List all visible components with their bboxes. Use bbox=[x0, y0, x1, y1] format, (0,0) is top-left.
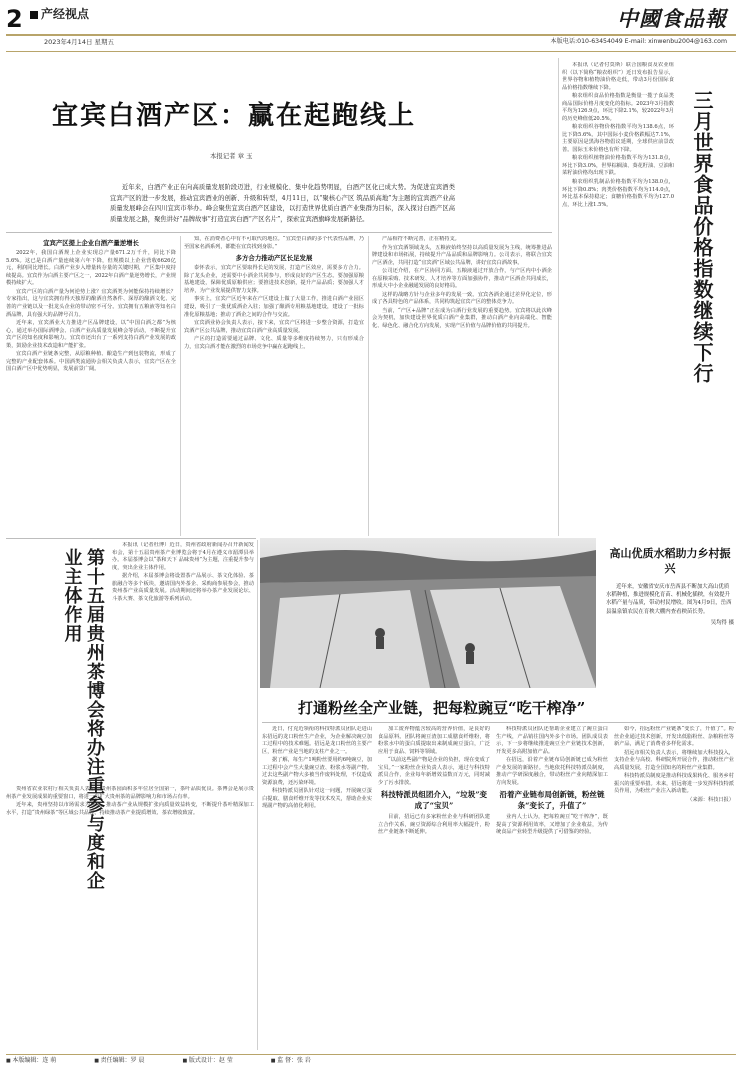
tea-story-text-top bbox=[112, 542, 254, 782]
pea-headline: 打通粉丝全产业链，把每粒豌豆“吃干榨净” bbox=[298, 699, 586, 717]
tea-story-title: 第十五届贵州茶博会将办注重参与度和企业主体作用 bbox=[61, 548, 105, 890]
photo-caption-title: 高山优质水稻助力乡村振兴 bbox=[609, 547, 731, 575]
footer-designer: ■ 版式设计：赵 莹 bbox=[183, 1057, 233, 1066]
paragraph: 如今，招远粉丝产业链条“变长了，升值了”。粉丝企业通过技术创新，开发出低脂粉丝、杂粮粉丝等新产品，满足了消费者多样化需求。 bbox=[614, 726, 734, 748]
paragraph: 近日，付克近领衔的科技特派员团队走进山东招远的龙口粉丝生产企业，为企业解决豌豆加工过程中的技术难题。招远是龙口粉丝的主要产区，粉丝产业是当地的支柱产业之一。 bbox=[262, 726, 372, 755]
paragraph: 产区的打造需要通过品牌、文化、质量等多维度持续努力，只有形成合力，宜宾白酒才能在激烈的市场竞争中赢在起跑线上。 bbox=[184, 336, 364, 350]
paragraph: 目前，招远已有多家粉丝企业与科研团队建立合作关系，豌豆资源综合利用率大幅提升，粉丝产业链条不断延伸。 bbox=[378, 814, 490, 836]
lead-lede: 近年来，白酒产业正在向高质量发展阶段迈进，行业规模化、集中化趋势明显，白酒产区化已成大势。为促进宜宾酒类宜宾产区的进一步发展，推动宜宾酒业的创新、升级和转型，4月11日，以“聚核心产区 筑品质高地”为主题的宜宾酒产业高质量发展峰会在四川宜宾市举办。峰会聚焦宜宾白酒产区建设，以打造世界优质白酒产业集群为目标，深入探讨白酒产区高质量发展之路，聚焦讲好“品牌故事”打造宜宾白酒“产区名片”，探索宜宾酒旗峰发展新路径。 bbox=[110, 184, 455, 224]
paragraph: 这样的战略方针与企业多年的发展一致。宜宾各酒企通过差异化定位，形成了各具特色的产品体系，共同构筑起宜宾产区的整体竞争力。 bbox=[372, 291, 552, 306]
footer-editor: ■ 本版编辑：连 萌 bbox=[6, 1057, 56, 1066]
paragraph: 加工废弃物蕴含较高的营养价值，是良好的食品原料。团队将豌豆渣加工成膳食纤维粉，将粉浆水中的蛋白质提取出来制成豌豆蛋白，广泛应用于食品、饲料等领域。 bbox=[378, 726, 490, 755]
paragraph: 据介绍，本届茶博会将设置茶产品展示、茶文化体验、茶旅融合等多个板块，邀请国内外茶企、采购商参展参会，推动贵州茶产业高质量发展。活动期间还将举办茶产业发展论坛、斗茶大赛、茶文化旅游等系列活动。 bbox=[112, 573, 254, 602]
lead-column-2 bbox=[184, 236, 364, 536]
pea-subhead-1: 科技特派员组团介入，“垃圾”变成了“宝贝” bbox=[380, 790, 488, 811]
paragraph: 粮农组织谷物价格指数平均为138.6点，环比下降5.6%。其中国际小麦价格跌幅达7.1%，主要原因是黑海谷物倡议延期，全球供应前景改善。国际玉米价格也有所下降。 bbox=[562, 124, 674, 153]
paragraph: 宜宾酒业协会负责人表示，接下来，宜宾产区将进一步整合资源，打造宜宾酒产区公共品牌，推动宜宾白酒产业高质量发展。 bbox=[184, 320, 364, 334]
paragraph: 粮农组织乳制品价格指数平均为138.0点，环比下降0.8%；肉类价格指数平均为114.0点，环比基本保持稳定；食糖价格指数平均为127.0点，环比上涨1.5%。 bbox=[562, 178, 674, 208]
paragraph: 泰怀表示，宜宾产区要取得长足的发展，打造产区效应，需要多方合力。除了龙头企业，还需要中小酒企共同参与，形成良好的产区生态。要加强原粮基地建设，保障优质原粮供应；要推进技术创新，提升产品品质；要加强人才培养，为产业发展提供智力支撑。 bbox=[184, 265, 364, 294]
section-name: 产经视点 bbox=[30, 6, 89, 23]
column-rule bbox=[368, 236, 369, 536]
page-footer bbox=[6, 1054, 736, 1066]
masthead-rule bbox=[6, 34, 736, 36]
paragraph: （来源：科技日报） bbox=[687, 796, 734, 803]
paragraph: 2022年，我国白酒规上企业实现总产量671.2万千升，同比下降5.6%。这已是白酒产量连续第六年下降，但规模以上企业营收6626亿元，利润同比增长。白酒产业步入增量转存量的关键时期，产区集中度持续提高。宜宾作为白酒主要产区之一，2022年白酒产量逆势增长，产业规模持续扩大。 bbox=[6, 250, 176, 287]
pea-subhead-2: 沿着产业链布局创新链，粉丝链条“变长了，升值了” bbox=[499, 790, 605, 811]
pea-column-4 bbox=[614, 726, 734, 1050]
column-rule bbox=[180, 236, 181, 536]
paragraph: 宜宾白酒产业链条完整，从原粮种植、酿造生产到包装物流，形成了完整的产业配套体系。中国酒类流通协会相关负责人表示，宜宾产区在全国白酒产区中优势明显，发展前景广阔。 bbox=[6, 351, 176, 373]
paragraph: 宜宾产区的白酒产量为何逆势上涨？宜宾酒类为何能保持持续增长？专家指出，这与宜宾拥有得天独厚的酿酒自然条件、深厚的酿酒文化、完善的产业链以及一批龙头企业的带动密不可分。宜宾拥有五粮液等知名白酒品牌，具有强大的品牌号召力。 bbox=[6, 288, 176, 318]
photo-caption bbox=[606, 547, 734, 628]
lead-byline: 本报记者 章 玉 bbox=[210, 152, 253, 160]
paragraph: 据了解，每生产1吨粉丝要用约6吨豌豆，加工过程中会产生大量豌豆渣、粉浆水等副产物。过去这些副产物大多被当作废料处理，不仅造成资源浪费，还污染环境。 bbox=[262, 757, 372, 786]
lede-divider bbox=[6, 232, 552, 233]
side-story-title: 三月世界食品价格指数继续下行 bbox=[690, 90, 714, 384]
paragraph: 作为宜宾酒领域龙头，五粮液始终坚持以高质量发展为主线，统筹推进品牌建设和市场拓展，持续提升产品品质和品牌影响力。公司表示，将联合宜宾产区酒企，共同打造“宜宾酒”区域公共品牌，讲好宜宾白酒故事。 bbox=[372, 244, 552, 266]
section-divider bbox=[6, 538, 256, 539]
paragraph: 近年来，贵州坚持以市场需求为导向，推动茶产业从规模扩张向质量效益转变，不断提升茶叶精深加工水平，打造“贵州绿茶”等区域公共品牌，持续推动茶产业提质增效、茶农增收致富。 bbox=[6, 802, 254, 816]
paragraph: 科技特派员团队针对这一问题，开展豌豆蛋白提取、膳食纤维开发等技术攻关，帮助企业实现副产物的高值化利用。 bbox=[262, 788, 372, 810]
rice-field-photo bbox=[260, 538, 596, 688]
paragraph: 粮农组织食品价格指数是衡量一揽子食品类商品国际价格月度变化的指标。2023年3月指数平均为126.9点，环比下降2.1%，较2022年3月的历史峰值低20.5%。 bbox=[562, 93, 674, 122]
lead-subhead-1: 宜宾产区提上企业白酒产量逆增长 bbox=[43, 239, 139, 247]
masthead-bottom-rule bbox=[6, 51, 736, 52]
paragraph: 业内人士认为，把每粒豌豆“吃干榨净”，既提高了资源利用效率，又增加了企业收益，为传统食品产业转型升级提供了可借鉴的经验。 bbox=[496, 814, 608, 836]
paragraph: 粮农组织植物油价格指数平均为131.8点，环比下降3.0%，世界棕榈油、葵花籽油、豆油和菜籽油价格均出现下跌。 bbox=[562, 155, 674, 177]
photo-credit: 吴均得 摄 bbox=[710, 620, 734, 627]
paragraph: 本报讯（记者付莫斯）联合国粮食及农业组织（以下简称“粮农组织”）近日发布报告显示，世界谷物和植物油价格走低，带动3月份国际食品价格指数继续下降。 bbox=[562, 62, 674, 91]
paragraph: 贵州省农业农村厅相关负责人表示，贵州茶园面积多年位居全国第一，茶叶品质优良。茶博会是展示贵州茶产业发展成果的重要窗口，将进一步扩大贵州茶的品牌影响力和市场占有率。 bbox=[6, 786, 254, 800]
column-rule bbox=[257, 540, 258, 1050]
footer-reviewer: ■ 责任编辑：罗 晨 bbox=[94, 1057, 144, 1066]
side-story-text bbox=[562, 62, 674, 534]
paragraph: 当前，“产区+品牌”正在成为白酒行业发展的重要趋势。宜宾将以此次峰会为契机，加快建设世界优质白酒产业集群，推动白酒产业向高端化、智能化、绿色化、融合化方向发展，实现产区价值与品牌价值的共同提升。 bbox=[372, 307, 552, 329]
newspaper-logo: 中國食品報 bbox=[617, 6, 727, 31]
footer-proof: ■ 监 督：张 岩 bbox=[271, 1057, 311, 1066]
lead-column-3 bbox=[372, 236, 552, 536]
paragraph: 科技特派员团队还帮助企业建立了豌豆蛋白生产线，产品销往国内外多个市场。团队成员表示，下一步将继续推进豌豆全产业链技术创新，开发更多高附加值产品。 bbox=[496, 726, 608, 755]
paragraph: 在招远，沿着产业链布局创新链已成为粉丝产业发展的新路径。当地依托科技特派员制度，推动产学研深度融合，带动粉丝产业向精深加工方向发展。 bbox=[496, 757, 608, 786]
page-number: 2 bbox=[6, 5, 23, 33]
paragraph: 产品相符不断完善，正在精持支。 bbox=[382, 236, 460, 242]
paragraph: “以前这些副产物是企业的负担，现在变成了宝贝。”一家粉丝企业负责人表示，通过与科技特派员合作，企业每年新增效益数百万元，同时减少了污水排放。 bbox=[378, 757, 490, 786]
pea-column-3 bbox=[496, 726, 608, 1050]
contact-line: 本版电话:010-63454049 E-mail: xinwenbu2004@163.com bbox=[550, 38, 727, 45]
paragraph: 招远市相关负责人表示，将继续加大科技投入，支持企业与高校、科研院所开展合作，推动粉丝产业高质量发展，打造全国知名的粉丝产业集群。 bbox=[614, 749, 734, 771]
paragraph: 事实上，宜宾产区近年来在产区建设上做了大量工作，推进白酒产业园区建设，吸引了一批优质酒企入驻；加强了酿酒专用粮基地建设，建设了一批标准化原粮基地；推动了酒企之间的合作与交流。 bbox=[184, 296, 364, 318]
lead-column-1 bbox=[6, 236, 176, 538]
pea-headline-rule bbox=[262, 722, 736, 723]
pea-column-2 bbox=[378, 726, 490, 1050]
paragraph: 科技特派员制度是推动科技成果转化、服务乡村振兴的重要举措。未来，招远将进一步发挥科技特派员作用，为粉丝产业注入新动能。 bbox=[614, 773, 734, 795]
pea-column-1 bbox=[262, 726, 372, 1050]
paragraph: 知，在消费者心中有不可取代的地位。“宜宾型白酒的多个代表性品牌，乃至国家名酒系列，都能在宜宾找到身影。” bbox=[184, 236, 364, 250]
paragraph: 公司还介绍，在产区协同方面，五粮液通过开放合作，与产区内中小酒企在原粮采购、技术研发、人才培养等方面加强协作，推动产区酒企共同成长，形成大中小企业融通发展的良好格局。 bbox=[372, 268, 552, 290]
issue-date: 2023年4月14日 星期五 bbox=[44, 38, 115, 46]
paragraph: 本报讯（记者杜博）近日，贵州省政府新闻办召开新闻发布会，第十五届贵州茶产业博览会将于4月在遵义市湄潭县举办。本届茶博会以“茶和天下 品味贵州”为主题，注重提升参与度，突出企业主体作用。 bbox=[112, 542, 254, 571]
paragraph: 近年来，宜宾酒业大力推进产区品牌建设，以“中国白酒之都”为核心，通过举办国际酒博会、白酒产业高质量发展峰会等活动，不断提升宜宾产区的知名度和影响力。宜宾市还出台了一系列支持白酒产业发展的政策，鼓励企业技术改造和产能扩张。 bbox=[6, 320, 176, 349]
tea-story-text-bottom bbox=[6, 786, 254, 1050]
photo-caption-text: 近年来，安徽省安庆市岳西县不断加大高山优质水稻种植，推进规模化育苗、机械化插秧，有效提升水稻产量与品质，带动村民增收。图为4月9日，岳西县温泉镇农民在育秧大棚内查看秧苗长势。 bbox=[606, 583, 732, 615]
column-rule bbox=[558, 58, 559, 536]
lead-headline: 宜宾白酒产区：赢在起跑线上 bbox=[52, 101, 417, 131]
lead-subhead-2: 多方合力推动产区长足发展 bbox=[235, 254, 313, 263]
